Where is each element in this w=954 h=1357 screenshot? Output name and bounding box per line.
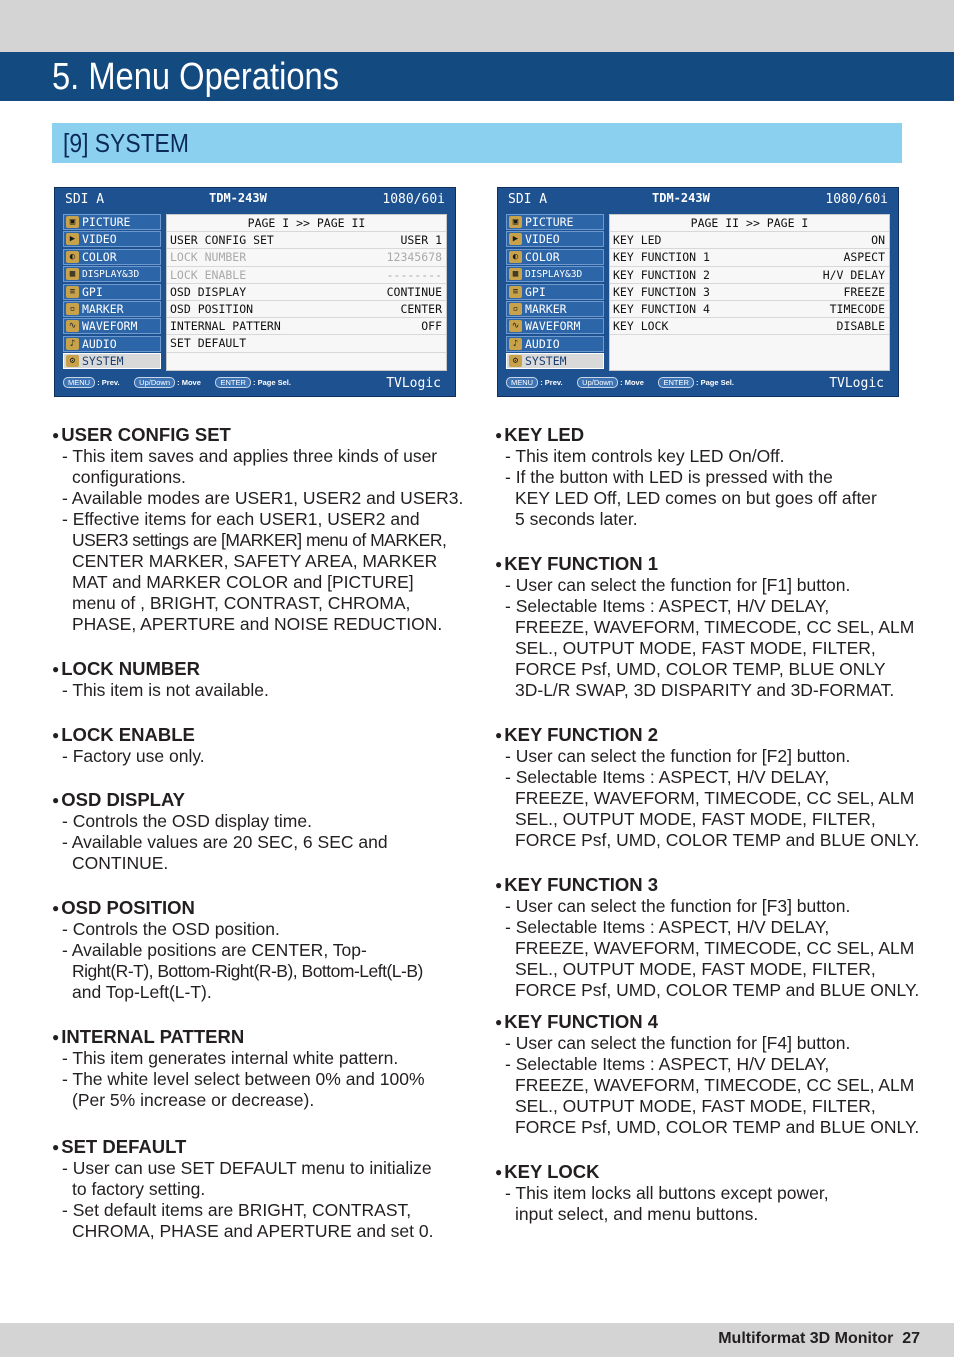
osd-row-value: TIMECODE [829, 301, 885, 316]
section-key-function-3 [495, 874, 919, 1001]
body-line: - This item generates internal white pattern. [62, 1048, 399, 1068]
body-line: FREEZE, WAVEFORM, TIMECODE, CC SEL, ALM [515, 1075, 915, 1095]
osd-screenshot-page-1 [54, 187, 456, 397]
section-heading [52, 658, 269, 680]
page-number: 27 [902, 1330, 920, 1347]
footer-text [718, 1330, 920, 1348]
chapter-title: 5. Menu Operations [52, 56, 340, 98]
osd-menu-label: PICTURE [82, 215, 131, 229]
bullet-icon: ● [495, 728, 503, 742]
display-3d-icon: ▦ [509, 268, 522, 280]
osd-row-label: KEY FUNCTION 3 [613, 284, 710, 299]
footer-product: Multiformat 3D Monitor [718, 1330, 894, 1347]
body-line: SEL., OUTPUT MODE, FAST MODE, FILTER, [515, 1096, 876, 1116]
body-line: - Available modes are USER1, USER2 and USER3. [62, 488, 464, 508]
menu-key-icon: MENU [63, 377, 95, 388]
heading-text: LOCK NUMBER [61, 658, 200, 679]
body-line: MAT and MARKER COLOR and [PICTURE] [72, 572, 414, 592]
body-line: - This item locks all buttons except power, [505, 1183, 829, 1203]
osd-row-value: FREEZE [843, 284, 885, 299]
osd-row-label: KEY FUNCTION 4 [613, 301, 710, 316]
body-line: Right(R-T), Bottom-Right(R-B), Bottom-Left(L-B) [72, 961, 423, 981]
body-line: - Controls the OSD position. [62, 919, 280, 939]
updown-key-icon: Up/Down [577, 377, 618, 388]
section-heading [495, 874, 919, 896]
osd-menu-item-waveform [63, 318, 161, 334]
osd-menu-item-video [63, 231, 161, 247]
osd-menu-label: PICTURE [525, 215, 574, 229]
osd-brand-logo: TVLogic [386, 376, 441, 391]
osd-row-label: KEY LED [613, 233, 662, 248]
section-heading [52, 789, 388, 811]
osd-menu-label: GPI [525, 284, 546, 299]
osd-row-key-function-4 [610, 301, 889, 318]
osd-row-label: USER CONFIG SET [170, 233, 274, 248]
heading-text: KEY FUNCTION 4 [504, 1011, 659, 1032]
osd-menu-item-color [63, 249, 161, 265]
section-heading [495, 553, 914, 575]
osd-menu-item-audio [506, 336, 604, 352]
osd-menu-item-picture [506, 214, 604, 230]
osd-menu-label: SYSTEM [525, 354, 567, 369]
osd-format: 1080/60i [382, 192, 445, 207]
osd-row-key-lock [610, 318, 889, 335]
body-line: - Selectable Items : ASPECT, H/V DELAY, [505, 917, 830, 937]
body-line: FORCE Psf, UMD, COLOR TEMP and BLUE ONLY. [515, 980, 920, 1000]
bullet-icon: ● [52, 1140, 60, 1154]
body-line: - User can select the function for [F3] button. [505, 896, 851, 916]
waveform-icon: ∿ [509, 320, 522, 332]
osd-row-key-led [610, 232, 889, 249]
section-heading [52, 1136, 433, 1158]
osd-menu-item-waveform [506, 318, 604, 334]
osd-row-set-default [167, 335, 446, 352]
bullet-icon: ● [52, 428, 60, 442]
osd-menu-item-marker [506, 301, 604, 317]
heading-text: LOCK ENABLE [61, 724, 195, 745]
osd-row-value: 12345678 [386, 250, 442, 265]
body-line: FREEZE, WAVEFORM, TIMECODE, CC SEL, ALM [515, 788, 915, 808]
osd-source: SDI A [65, 192, 105, 207]
body-line: - Selectable Items : ASPECT, H/V DELAY, [505, 596, 830, 616]
bullet-icon: ● [52, 1030, 60, 1044]
osd-row-user-config-set [167, 232, 446, 249]
section-key-led [495, 424, 877, 530]
body-line: - Available positions are CENTER, Top- [62, 940, 367, 960]
osd-row-label: LOCK ENABLE [170, 267, 247, 282]
video-icon: ▶ [66, 233, 79, 245]
heading-text: OSD POSITION [61, 897, 195, 918]
osd-brand-logo: TVLogic [829, 376, 884, 391]
osd-row-value: CONTINUE [386, 284, 442, 299]
osd-menu-item-audio [63, 336, 161, 352]
section-key-function-1 [495, 553, 914, 701]
body-line: - Effective items for each USER1, USER2 and [62, 509, 420, 529]
page-footer [0, 1323, 954, 1357]
osd-menu-label: SYSTEM [82, 354, 124, 369]
osd-menu-label: WAVEFORM [82, 319, 138, 334]
bullet-icon: ● [495, 1015, 503, 1029]
osd-row-value: CENTER [400, 301, 442, 316]
body-line: PHASE, APERTURE and NOISE REDUCTION. [72, 614, 443, 634]
heading-text: INTERNAL PATTERN [61, 1026, 245, 1047]
osd-menu-item-system [506, 353, 604, 369]
osd-row-label: SET DEFAULT [170, 336, 247, 351]
body-line: - Set default items are BRIGHT, CONTRAST, [62, 1200, 412, 1220]
section-heading [495, 1161, 829, 1183]
osd-menu-label: MARKER [525, 301, 567, 316]
body-line: - Selectable Items : ASPECT, H/V DELAY, [505, 1054, 830, 1074]
osd-row-key-function-3 [610, 284, 889, 301]
picture-icon: ▣ [509, 216, 522, 228]
bullet-icon: ● [52, 728, 60, 742]
osd-menu-label: VIDEO [525, 232, 560, 247]
section-set-default [52, 1136, 433, 1242]
osd-footer-help: MENU : Prev. Up/Down : Move ENTER : Page Sel. [506, 377, 734, 388]
osd-row-value: ASPECT [843, 250, 885, 265]
body-line: SEL., OUTPUT MODE, FAST MODE, FILTER, [515, 638, 876, 658]
heading-text: KEY FUNCTION 2 [504, 724, 659, 745]
section-user-config-set [52, 424, 463, 635]
body-line: - This item saves and applies three kinds of user [62, 446, 438, 466]
osd-menu-item-gpi [63, 284, 161, 300]
bullet-icon: ● [495, 428, 503, 442]
body-line: - Controls the OSD display time. [62, 811, 312, 831]
osd-menu-label: VIDEO [82, 232, 117, 247]
bullet-icon: ● [52, 901, 60, 915]
body-line: menu of , BRIGHT, CONTRAST, CHROMA, [72, 593, 411, 613]
osd-format: 1080/60i [825, 192, 888, 207]
osd-model: TDM-243W [209, 191, 267, 205]
osd-menu-label: AUDIO [82, 336, 117, 351]
body-line: CENTER MARKER, SAFETY AREA, MARKER [72, 551, 438, 571]
heading-text: KEY FUNCTION 1 [504, 553, 659, 574]
section-heading [52, 424, 463, 446]
osd-menu-label: COLOR [525, 249, 560, 264]
body-line: - User can select the function for [F1] button. [505, 575, 851, 595]
picture-icon: ▣ [66, 216, 79, 228]
body-line: - User can select the function for [F2] button. [505, 746, 851, 766]
osd-row-key-function-1 [610, 249, 889, 266]
osd-menu-label: MARKER [82, 301, 124, 316]
osd-menu-list [63, 214, 161, 371]
section-heading [52, 897, 423, 919]
osd-row-label: KEY FUNCTION 1 [613, 250, 710, 265]
body-line: 3D-L/R SWAP, 3D DISPARITY and 3D-FORMAT. [515, 680, 895, 700]
body-line: CONTINUE. [72, 853, 169, 873]
body-line: USER3 settings are [MARKER] menu of MARKER, [72, 530, 447, 550]
osd-row-internal-pattern [167, 318, 446, 335]
system-icon: ⚙ [66, 355, 79, 367]
osd-row-value: H/V DELAY [822, 267, 885, 282]
body-line: input select, and menu buttons. [515, 1204, 759, 1224]
osd-menu-item-color [506, 249, 604, 265]
osd-menu-item-display-3d [506, 266, 604, 282]
body-line: SEL., OUTPUT MODE, FAST MODE, FILTER, [515, 809, 876, 829]
section-header [52, 123, 902, 163]
osd-page-header: PAGE I >> PAGE II [167, 215, 446, 232]
section-heading [52, 1026, 425, 1048]
osd-screenshot-page-2 [497, 187, 899, 397]
osd-row-value: OFF [421, 319, 442, 334]
gpi-icon: ≡ [66, 286, 79, 298]
heading-text: USER CONFIG SET [61, 424, 231, 445]
osd-footer-help: MENU : Prev. Up/Down : Move ENTER : Page Sel. [63, 377, 291, 388]
menu-key-icon: MENU [506, 377, 538, 388]
osd-row-label: OSD DISPLAY [170, 284, 247, 299]
section-internal-pattern [52, 1026, 425, 1111]
osd-row-value: DISABLE [836, 319, 885, 334]
enter-key-icon: ENTER [215, 377, 250, 388]
bullet-icon: ● [495, 557, 503, 571]
body-line: FREEZE, WAVEFORM, TIMECODE, CC SEL, ALM [515, 938, 915, 958]
system-icon: ⚙ [509, 355, 522, 367]
section-key-function-4 [495, 1011, 919, 1138]
body-line: - The white level select between 0% and 100% [62, 1069, 425, 1089]
body-line: FORCE Psf, UMD, COLOR TEMP and BLUE ONLY. [515, 1117, 920, 1137]
osd-menu-label: DISPLAY&3D [82, 269, 140, 281]
body-line: FORCE Psf, UMD, COLOR TEMP and BLUE ONLY. [515, 830, 920, 850]
marker-icon: ▫ [509, 303, 522, 315]
body-line: FREEZE, WAVEFORM, TIMECODE, CC SEL, ALM [515, 617, 915, 637]
body-line: - User can select the function for [F4] button. [505, 1033, 851, 1053]
osd-row-label: KEY FUNCTION 2 [613, 267, 710, 282]
osd-menu-item-system [63, 353, 161, 369]
osd-model: TDM-243W [652, 191, 710, 205]
osd-row-label: OSD POSITION [170, 301, 254, 316]
body-line: - This item is not available. [62, 680, 269, 700]
bullet-icon: ● [495, 1165, 503, 1179]
osd-row-value: USER 1 [400, 233, 442, 248]
section-osd-position [52, 897, 423, 1003]
body-line: (Per 5% increase or decrease). [72, 1090, 315, 1110]
osd-menu-label: WAVEFORM [525, 319, 581, 334]
audio-icon: ♪ [509, 338, 522, 350]
color-icon: ◐ [66, 251, 79, 263]
body-line: - Factory use only. [62, 746, 205, 766]
section-heading [495, 724, 919, 746]
body-line: configurations. [72, 467, 186, 487]
top-margin-band [0, 0, 954, 52]
osd-row-value: -------- [386, 267, 442, 282]
osd-menu-item-marker [63, 301, 161, 317]
osd-menu-item-picture [63, 214, 161, 230]
section-heading [52, 724, 205, 746]
body-line: SEL., OUTPUT MODE, FAST MODE, FILTER, [515, 959, 876, 979]
body-line: and Top-Left(L-T). [72, 982, 212, 1002]
osd-row-osd-position [167, 301, 446, 318]
body-line: - Available values are 20 SEC, 6 SEC and [62, 832, 388, 852]
osd-status-bar [498, 188, 898, 212]
bullet-icon: ● [52, 793, 60, 807]
section-lock-number [52, 658, 269, 701]
body-line: - Selectable Items : ASPECT, H/V DELAY, [505, 767, 830, 787]
section-heading [495, 424, 877, 446]
osd-row-value: ON [871, 233, 885, 248]
section-lock-enable [52, 724, 205, 767]
osd-source: SDI A [508, 192, 548, 207]
osd-menu-label: AUDIO [525, 336, 560, 351]
osd-menu-label: COLOR [82, 249, 117, 264]
bullet-icon: ● [52, 662, 60, 676]
osd-menu-label: DISPLAY&3D [525, 269, 583, 281]
osd-page-header: PAGE II >> PAGE I [610, 215, 889, 232]
heading-text: KEY LOCK [504, 1161, 600, 1182]
osd-row-label: KEY LOCK [613, 319, 669, 334]
body-line: - User can use SET DEFAULT menu to initialize [62, 1158, 432, 1178]
osd-row-key-function-2 [610, 267, 889, 284]
osd-menu-list [506, 214, 604, 371]
body-line: - This item controls key LED On/Off. [505, 446, 785, 466]
color-icon: ◐ [509, 251, 522, 263]
body-line: FORCE Psf, UMD, COLOR TEMP, BLUE ONLY [515, 659, 886, 679]
video-icon: ▶ [509, 233, 522, 245]
bullet-icon: ● [495, 878, 503, 892]
osd-settings-panel [609, 214, 890, 371]
osd-row-lock-enable [167, 267, 446, 284]
heading-text: KEY FUNCTION 3 [504, 874, 659, 895]
body-line: to factory setting. [72, 1179, 206, 1199]
audio-icon: ♪ [66, 338, 79, 350]
osd-menu-label: GPI [82, 284, 103, 299]
osd-settings-panel [166, 214, 447, 371]
osd-menu-item-video [506, 231, 604, 247]
heading-text: OSD DISPLAY [61, 789, 185, 810]
osd-row-label: INTERNAL PATTERN [170, 319, 281, 334]
updown-key-icon: Up/Down [134, 377, 175, 388]
osd-row-osd-display [167, 284, 446, 301]
display-3d-icon: ▦ [66, 268, 79, 280]
body-line: - If the button with LED is pressed with the [505, 467, 833, 487]
section-osd-display [52, 789, 388, 874]
osd-row-label: LOCK NUMBER [170, 250, 247, 265]
body-line: CHROMA, PHASE and APERTURE and set 0. [72, 1221, 434, 1241]
section-key-lock [495, 1161, 829, 1225]
body-line: 5 seconds later. [515, 509, 638, 529]
section-key-function-2 [495, 724, 919, 851]
marker-icon: ▫ [66, 303, 79, 315]
section-heading [495, 1011, 919, 1033]
section-title: [9] SYSTEM [63, 128, 189, 158]
gpi-icon: ≡ [509, 286, 522, 298]
body-line: KEY LED Off, LED comes on but goes off after [515, 488, 877, 508]
heading-text: KEY LED [504, 424, 585, 445]
osd-row-lock-number [167, 249, 446, 266]
enter-key-icon: ENTER [658, 377, 693, 388]
chapter-header [0, 52, 954, 101]
osd-menu-item-gpi [506, 284, 604, 300]
osd-menu-item-display-3d [63, 266, 161, 282]
heading-text: SET DEFAULT [61, 1136, 187, 1157]
waveform-icon: ∿ [66, 320, 79, 332]
osd-status-bar [55, 188, 455, 212]
